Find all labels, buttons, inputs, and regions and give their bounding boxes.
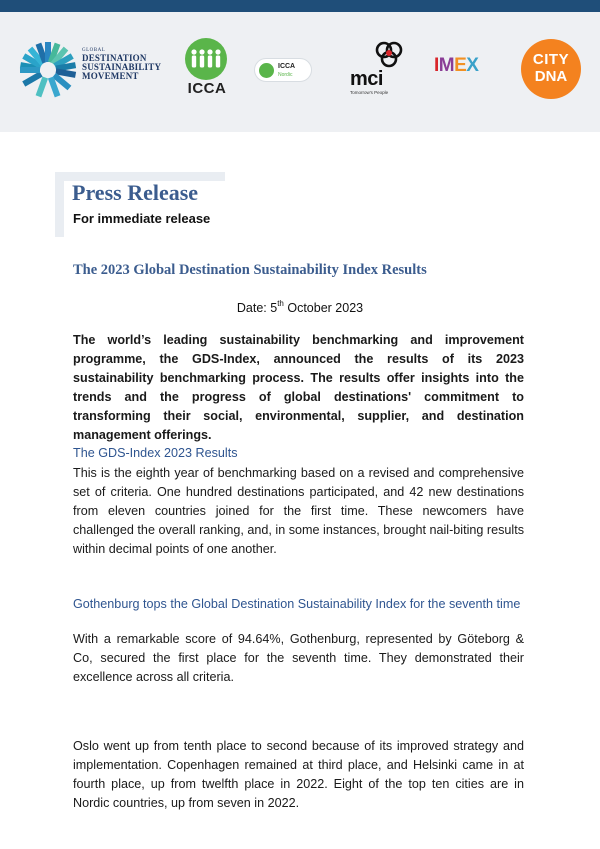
release-date	[0, 301, 600, 315]
intro-paragraph: The world’s leading sustainability benchmarking and improvement programme, the GDS-Index, announced the results of its 2023 sustainability benchmarking process. The results offer insights into the trends and the progress of global destinations' commitment to transforming their social, environmental, supplier, and destination management offerings.	[73, 333, 524, 442]
results-paragraph: This is the eighth year of benchmarking based on a revised and comprehensive set of criteria. One hundred destinations participated, and 42 new destinations from eleven countries joined for the first time. These newcomers have challenged the overall ranking, and, in some instances, brought nail-biting results within decimal points of one another.	[73, 466, 524, 556]
icca-nordic-logo	[254, 58, 312, 82]
gds-line-1: DESTINATION	[82, 53, 147, 63]
press-release-title: Press Release	[72, 180, 199, 205]
gds-movement-logo	[16, 38, 176, 98]
icca-nordic-icon	[259, 63, 274, 78]
gds-wordmark	[82, 48, 161, 81]
date-label: Date: 5	[236, 301, 278, 315]
imex-letter: X	[466, 55, 479, 76]
icca-people-icon	[185, 38, 227, 80]
imex-logo	[434, 55, 498, 81]
icca-wordmark: ICCA	[187, 80, 227, 97]
imex-letter: M	[438, 55, 455, 76]
section-heading-gothenburg: Gothenburg tops the Global Destination Sustainability Index for the seventh time	[73, 597, 521, 611]
date-ordinal: th	[277, 299, 284, 308]
city-dna-line-1: CITY	[532, 51, 570, 68]
imex-letter: I	[434, 55, 439, 76]
mci-logo	[348, 40, 408, 98]
date-rest: October 2023	[283, 301, 364, 315]
imex-wordmark	[434, 55, 478, 76]
document-headline: The 2023 Global Destination Sustainability Index Results	[73, 262, 427, 278]
city-dna-logo	[521, 39, 581, 99]
section-heading-results: The GDS-Index 2023 Results	[73, 446, 238, 460]
gds-global-label: GLOBAL	[82, 48, 106, 53]
gds-line-3: MOVEMENT	[82, 71, 139, 81]
press-release-subtitle: For immediate release	[73, 211, 211, 226]
city-dna-line-2: DNA	[534, 68, 568, 85]
oslo-paragraph: Oslo went up from tenth place to second because of its improved strategy and implementation. Copenhagen remained at third place, and Helsinki came in at fourth place, up from twelfth place in 2022. Eight of the top ten cities are in Nordic countries, up from seven in 2022.	[73, 739, 524, 810]
gds-fan-icon	[16, 38, 80, 98]
gothenburg-paragraph: With a remarkable score of 94.64%, Gothenburg, represented by Göteborg & Co, secured the first place for the seventh time. They demonstrated their excellence across all criteria.	[73, 632, 524, 684]
mci-knot-icon	[372, 40, 406, 70]
icca-nordic-wordmark: ICCA	[278, 63, 296, 70]
imex-letter: E	[454, 55, 467, 76]
mci-wordmark: mci	[350, 68, 383, 90]
icca-nordic-sub: Nordic	[278, 72, 293, 78]
gds-line-2: SUSTAINABILITY	[82, 62, 162, 72]
mci-tagline: Tomorrow's People	[350, 90, 389, 95]
top-bar	[0, 0, 600, 12]
icca-logo	[182, 38, 232, 98]
